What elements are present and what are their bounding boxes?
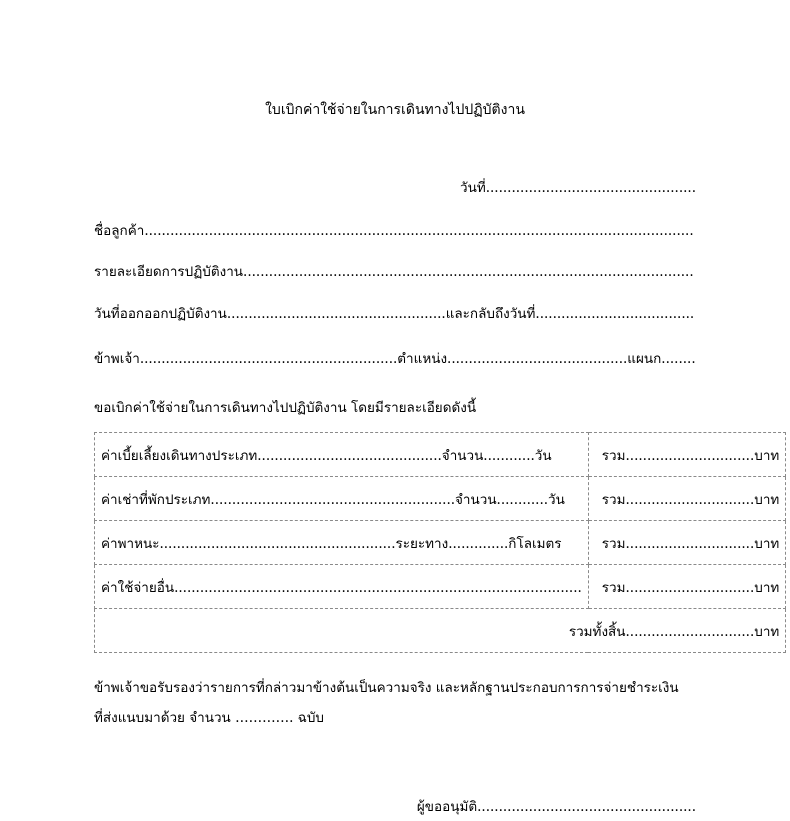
expense-sum-allowance: รวม..............................บาท — [588, 433, 786, 477]
certification-line-2: ที่ส่งแนบมาด้วย จำนวน …………. ฉบับ — [94, 710, 324, 726]
certification-line-1: ข้าพเจ้าขอรับรองว่ารายการที่กล่าวมาข้างต้นเป็นความจริง และหลักฐานประกอบการการจ่ายชำระเงิน — [94, 680, 679, 696]
expense-sum-other: รวม..............................บาท — [588, 565, 786, 609]
employee-info-field: ข้าพเจ้า............................................................ตำแหน่ง..........................................แผนก........ — [94, 351, 696, 367]
table-row — [95, 477, 786, 521]
table-row — [95, 565, 786, 609]
table-row-total — [95, 609, 786, 653]
work-detail-field: รายละเอียดการปฏิบัติงาน......................................................................................................... — [94, 264, 694, 280]
expense-item-transport: ค่าพาหนะ.......................................................ระยะทาง..............กิโลเมตร — [95, 521, 589, 565]
expense-table — [94, 432, 786, 653]
expense-sum-transport: รวม..............................บาท — [588, 521, 786, 565]
table-row — [95, 521, 786, 565]
document-title: ใบเบิกค่าใช้จ่ายในการเดินทางไปปฏิบัติงาน — [265, 102, 525, 118]
table-row — [95, 433, 786, 477]
expense-item-allowance: ค่าเบี้ยเลี้ยงเดินทางประเภท...........................................จำนวน............วัน — [95, 433, 589, 477]
expense-item-lodging: ค่าเช่าที่พักประเภท.........................................................จำนวน............วัน — [95, 477, 589, 521]
date-field: วันที่................................................. — [460, 180, 696, 196]
travel-dates-field: วันที่ออกออกปฏิบัติงาน...................................................และกลับถึงวันที่..................................... — [94, 306, 695, 322]
grand-total: รวมทั้งสิ้น..............................บาท — [95, 609, 786, 653]
approver-signature-field: ผู้ขออนุมัติ................................................... — [416, 799, 696, 815]
request-intro: ขอเบิกค่าใช้จ่ายในการเดินทางไปปฏิบัติงาน โดยมีรายละเอียดดังนี้ — [94, 400, 477, 416]
customer-name-field: ชื่อลูกค้า................................................................................................................................ — [94, 223, 694, 239]
expense-item-other: ค่าใช้จ่ายอื่น............................................................................................... — [95, 565, 589, 609]
expense-sum-lodging: รวม..............................บาท — [588, 477, 786, 521]
